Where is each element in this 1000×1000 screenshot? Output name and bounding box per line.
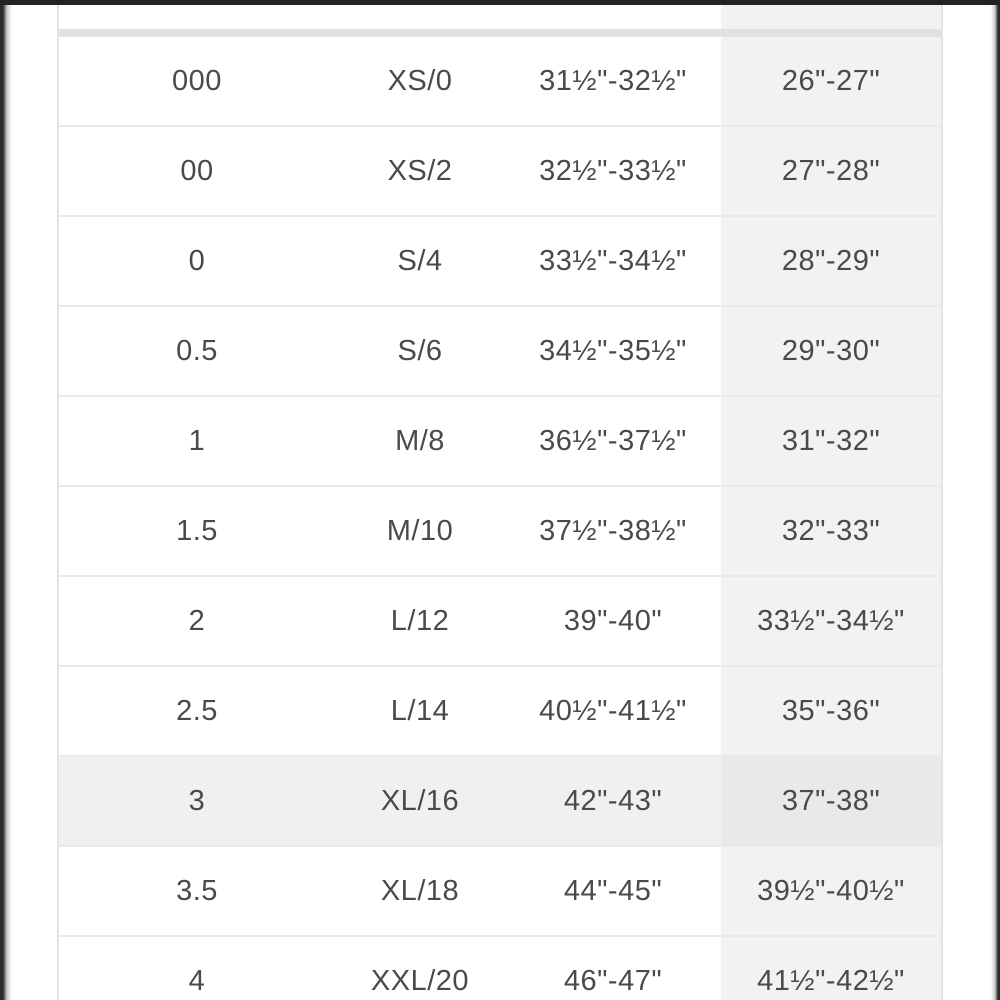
cell-bust-range: 31½"-32½" [539,64,687,97]
cell-letter-size: XL/18 [380,874,460,907]
table-row[interactable] [59,37,941,127]
cell-waist-range: 33½"-34½" [721,577,941,665]
cell-letter-size: L/12 [390,604,450,637]
cell-letter-size: S/4 [397,244,443,277]
header-divider [59,29,941,37]
cell-bust-range: 44"-45" [563,874,663,907]
cell-numeric-size: 0.5 [176,334,218,367]
cell-letter-size: XS/2 [387,154,453,187]
cell-letter-size: XS/0 [387,64,453,97]
cell-letter-size: S/6 [397,334,443,367]
cell-waist-range: 35"-36" [721,667,941,755]
table-row[interactable] [59,757,941,847]
cell-bust-range: 32½"-33½" [539,154,687,187]
cell-letter-size: L/14 [390,694,450,727]
screenshot-frame-top [0,0,1000,5]
table-row[interactable] [59,397,941,487]
screenshot-frame-left [0,0,12,1000]
table-row[interactable] [59,307,941,397]
screenshot-frame-right [991,0,1000,1000]
table-row[interactable] [59,217,941,307]
cell-numeric-size: 1.5 [176,514,218,547]
cell-numeric-size: 2 [188,604,206,637]
cell-bust-range: 40½"-41½" [539,694,687,727]
cell-waist-range: 41½"-42½" [721,937,941,1000]
size-chart-table [57,5,943,1000]
cell-bust-range: 39"-40" [563,604,663,637]
cell-waist-range: 29"-30" [721,307,941,395]
cell-numeric-size: 3.5 [176,874,218,907]
cell-waist-range: 27"-28" [721,127,941,215]
cell-numeric-size: 3 [188,784,206,817]
cell-waist-range: 28"-29" [721,217,941,305]
cell-numeric-size: 1 [188,424,206,457]
table-row[interactable] [59,127,941,217]
cell-letter-size: XXL/20 [370,964,470,997]
partial-row-spacer [59,5,721,29]
cell-bust-range: 36½"-37½" [539,424,687,457]
table-row[interactable] [59,577,941,667]
cell-numeric-size: 4 [188,964,206,997]
cell-waist-range: 37"-38" [721,757,941,845]
cell-bust-range: 42"-43" [563,784,663,817]
table-partial-top-row [59,5,941,29]
cell-letter-size: XL/16 [380,784,460,817]
table-row[interactable] [59,487,941,577]
cell-letter-size: M/8 [395,424,445,457]
partial-row-waist-column-stub [721,5,941,29]
cell-numeric-size: 2.5 [176,694,218,727]
cell-numeric-size: 00 [180,154,214,187]
cell-bust-range: 46"-47" [563,964,663,997]
cell-letter-size: M/10 [386,514,454,547]
cell-waist-range: 31"-32" [721,397,941,485]
cell-bust-range: 33½"-34½" [539,244,687,277]
cell-waist-range: 39½"-40½" [721,847,941,935]
table-row[interactable] [59,667,941,757]
table-row[interactable] [59,937,941,1000]
table-body [59,37,941,1000]
table-row[interactable] [59,847,941,937]
cell-numeric-size: 0 [188,244,206,277]
cell-waist-range: 32"-33" [721,487,941,575]
cell-numeric-size: 000 [172,64,222,97]
cell-bust-range: 37½"-38½" [539,514,687,547]
cell-bust-range: 34½"-35½" [539,334,687,367]
cell-waist-range: 26"-27" [721,37,941,125]
